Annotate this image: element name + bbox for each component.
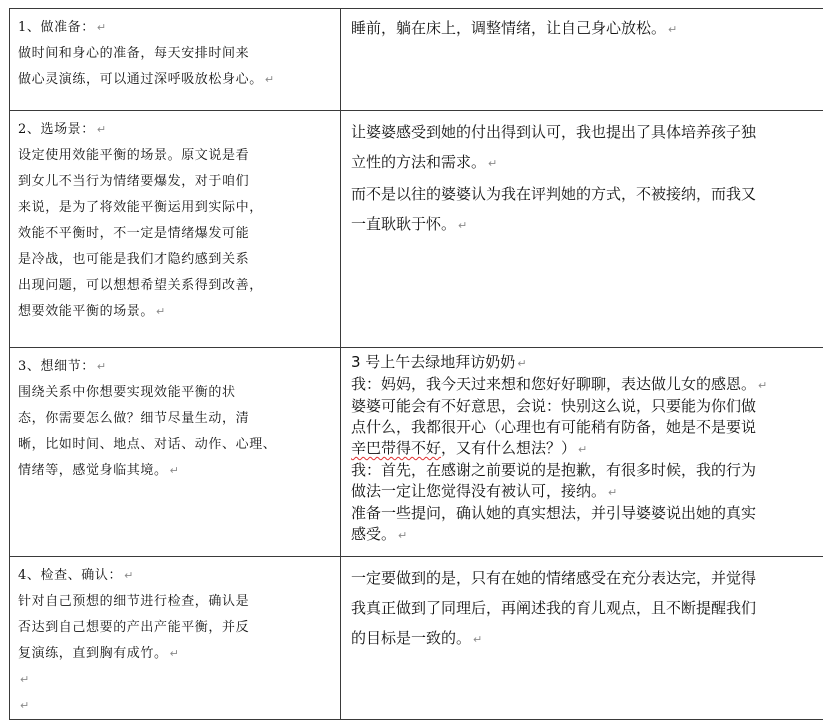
paragraph-mark-icon: ↵ — [156, 305, 166, 318]
paragraph-mark-icon: ↵ — [169, 464, 180, 477]
cell-line: 针对自己预想的细节进行检查，确认是 — [18, 594, 250, 609]
step-heading: 2、选场景： — [18, 122, 95, 137]
paragraph-mark-icon: ↵ — [20, 699, 30, 712]
paragraph-mark-icon: ↵ — [96, 21, 107, 34]
cell-line: ，又有什么想法？） — [441, 439, 577, 457]
cell-line: 一直耿耿于怀。 — [351, 215, 457, 233]
cell-line: 3 号上午去绿地拜访奶奶 — [351, 353, 516, 371]
cell-line: 晰，比如时间、地点、对话、动作、心理、 — [18, 437, 277, 452]
cell-line: 效能不平衡时，不一定是情绪爆发可能 — [18, 226, 250, 241]
cell-line: 做时间和身心的准备，每天安排时间来 — [18, 46, 250, 61]
paragraph-mark-icon: ↵ — [488, 157, 498, 170]
cell-line: 复演练，直到胸有成竹。 — [18, 646, 168, 661]
cell-line: 做法一定让您觉得没有被认可，接纳。 — [351, 482, 607, 500]
step-heading: 4、检查、确认： — [18, 568, 123, 583]
cell-line: 到女儿不当行为情绪要爆发，对于咱们 — [18, 174, 250, 189]
cell-line: 一定要做到的是，只有在她的情绪感受在充分表达完，并觉得 — [351, 569, 757, 587]
cell-line: 我真正做到了同理后，再阐述我的育儿观点，且不断提醒我们 — [351, 599, 757, 617]
cell-line: 准备一些提问，确认她的真实想法，并引导婆婆说出她的真实 — [351, 504, 757, 522]
cell-line: 让婆婆感受到她的付出得到认可，我也提出了具体培养孩子独 — [351, 123, 757, 141]
paragraph-mark-icon: ↵ — [668, 23, 678, 36]
cell-line: 我：妈妈，我今天过来想和您好好聊聊，表达做儿女的感恩。 — [351, 375, 757, 393]
cell-line: 婆婆可能会有不好意思，会说：快别这么说，只要能为你们做 — [351, 397, 757, 415]
cell-paragraph: 睡前，躺在床上，调整情绪，让自己身心放松。 — [351, 19, 667, 37]
left-cell-step-1 — [10, 9, 341, 111]
table-row — [10, 557, 823, 720]
cell-line: 情绪等，感觉身临其境。 — [18, 463, 168, 478]
paragraph-mark-icon: ↵ — [458, 219, 468, 232]
cell-line: 来说，是为了将效能平衡运用到实际中， — [18, 200, 263, 215]
table-row — [10, 348, 823, 557]
cell-line: 而不是以往的婆婆认为我在评判她的方式，不被接纳，而我又 — [351, 185, 757, 203]
right-cell-step-4 — [341, 557, 823, 720]
paragraph-mark-icon: ↵ — [473, 633, 483, 646]
cell-line: 做心灵演练，可以通过深呼吸放松身心。 — [18, 72, 263, 87]
paragraph-mark-icon: ↵ — [96, 360, 107, 373]
paragraph-mark-icon: ↵ — [578, 443, 588, 456]
right-cell-step-3 — [341, 348, 823, 557]
cell-line: 否达到自己想要的产出产能平衡，并反 — [18, 620, 250, 635]
step-heading: 1、做准备： — [18, 20, 95, 35]
cell-line: 是冷战，也可能是我们才隐约感到关系 — [18, 252, 250, 267]
spellcheck-flagged-text: 辛巴带得不好 — [351, 439, 442, 457]
cell-line: 想要效能平衡的场景。 — [18, 304, 155, 319]
step-heading: 3、想细节： — [18, 359, 95, 374]
right-cell-step-1 — [341, 9, 823, 111]
cell-line: 设定使用效能平衡的场景。原文说是看 — [18, 148, 250, 163]
cell-line: 感受。 — [351, 525, 397, 543]
cell-line: 围绕关系中你想要实现效能平衡的状 — [18, 385, 236, 400]
paragraph-mark-icon: ↵ — [264, 73, 275, 86]
cell-line: 的目标是一致的。 — [351, 629, 472, 647]
paragraph-mark-icon: ↵ — [169, 647, 180, 660]
paragraph-mark-icon: ↵ — [517, 357, 527, 370]
paragraph-mark-icon: ↵ — [20, 673, 30, 686]
cell-line: 点什么，我都很开心（心理也有可能稍有防备，她是不是要说 — [351, 418, 757, 436]
cell-line: 态，你需要怎么做？细节尽量生动，清 — [18, 411, 250, 426]
left-cell-step-3 — [10, 348, 341, 557]
left-cell-step-2 — [10, 111, 341, 348]
table-row — [10, 9, 823, 111]
cell-line: 立性的方法和需求。 — [351, 153, 487, 171]
paragraph-mark-icon: ↵ — [124, 569, 134, 582]
paragraph-mark-icon: ↵ — [608, 486, 618, 499]
paragraph-mark-icon: ↵ — [96, 123, 107, 136]
document-table — [9, 8, 823, 720]
cell-line: 出现问题，可以想想希望关系得到改善， — [18, 278, 263, 293]
table-row — [10, 111, 823, 348]
left-cell-step-4 — [10, 557, 341, 720]
right-cell-step-2 — [341, 111, 823, 348]
paragraph-mark-icon: ↵ — [398, 529, 408, 542]
paragraph-mark-icon: ↵ — [758, 379, 768, 392]
cell-line: 我：首先，在感谢之前要说的是抱歉，有很多时候，我的行为 — [351, 461, 757, 479]
